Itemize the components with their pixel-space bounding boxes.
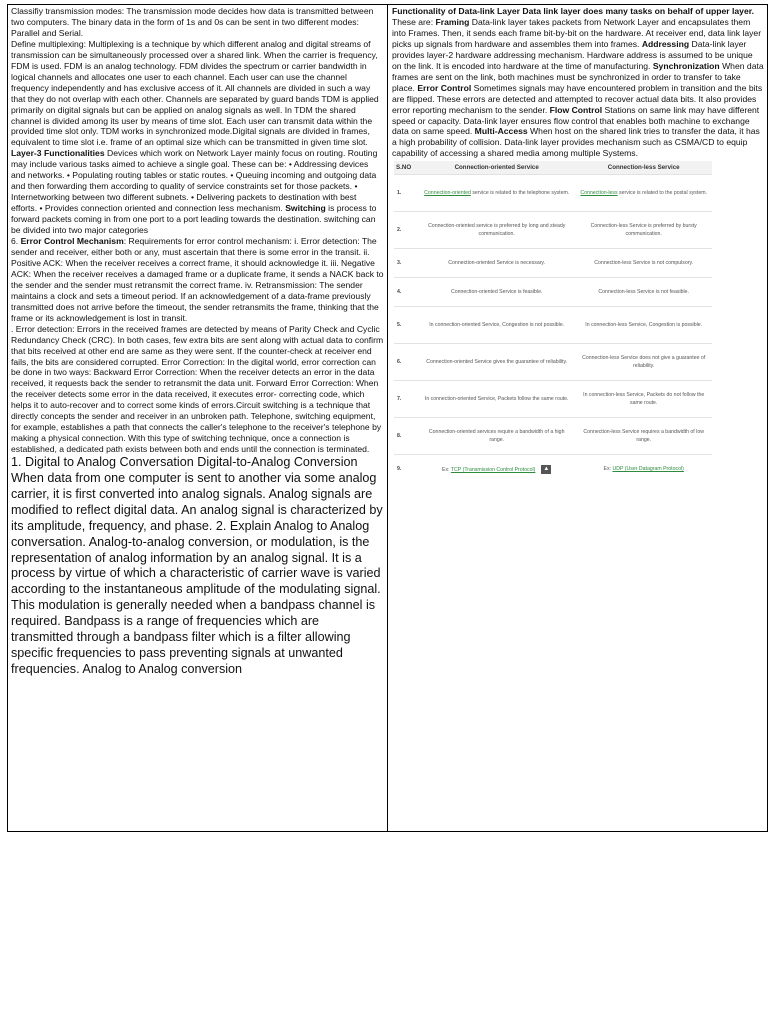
cell-text: In connection-less Service, Packets do not follow the same route.: [583, 392, 705, 407]
scroll-up-icon[interactable]: ▲: [541, 465, 551, 474]
row-number: 2.: [394, 212, 418, 249]
cell-connection-oriented: [418, 175, 575, 212]
cell-text: Connection-oriented Service gives the guarantee of reliability.: [426, 359, 568, 366]
table-row: [394, 249, 712, 278]
bold-term: Addressing: [641, 38, 690, 49]
cell-connection-less: [575, 307, 712, 344]
header-connection-oriented: Connection-oriented Service: [418, 161, 575, 175]
table-row: [394, 344, 712, 381]
cell-link[interactable]: TCP (Transmission Control Protocol): [450, 466, 536, 473]
text-run: Sometimes signals may have encountered problem in transition and the bits are flipped. These errors are detected and attempted to recover actual data bits. It also provides error reporting mechanism to the sender.: [392, 82, 763, 115]
bold-term: Layer-3 Functionalities: [11, 148, 105, 159]
row-number: 5.: [394, 307, 418, 344]
cell-text: Connection-oriented services require a bandwidth of a high range.: [428, 429, 565, 444]
row-number: 3.: [394, 249, 418, 278]
cell-text: Connection-less Service is not feasible.: [598, 289, 689, 296]
cell-link[interactable]: UDP (User Datagram Protocol): [612, 466, 684, 473]
paragraph-error-control: [11, 236, 384, 324]
bold-term: Error Control: [417, 82, 472, 93]
text-run: : Requirements for error control mechanism: i. Error detection: The sender and receiver, either both or any, must ascertain that there is some error in the transit. ii. Positive ACK: When the receiver receives a correct frame, it should acknowledge it. iii. Negative ACK: When the receiver receives a damaged frame or a duplicate frame, it sends a NACK back to the sender and the sender must retransmit the correct frame. iv. Retransmission: The sender maintains a clock and sets a timeout period. If an acknowledgement of a data-frame previously transmitted does not arrive before the timeout, the sender retransmits the frame, thinking that the frame or its acknowledgement is lost in transit.: [11, 236, 384, 323]
cell-connection-oriented: [418, 344, 575, 381]
text-run: Data-link layer takes packets from Network Layer and encapsulates them into Frames. Then, it sends each frame bit-by-bit on the hardware. At receiver end, data link layer picks up signals from hardware and assembles them into frames.: [392, 16, 762, 49]
right-column: [388, 5, 767, 831]
cell-connection-less: [575, 455, 712, 484]
cell-text: service is related to the telephone system.: [470, 190, 570, 197]
bold-term: Error Control Mechanism: [20, 236, 124, 247]
cell-text: Connection-oriented Service is necessary.: [448, 260, 546, 267]
cell-connection-less: [575, 344, 712, 381]
cell-connection-oriented: [418, 455, 575, 484]
bold-term: Framing: [435, 16, 470, 27]
text-run: is process to forward packets coming in from one port to a port leading towards the destination. switching can be divided into two major categories: [11, 203, 377, 236]
bold-term: Flow Control: [549, 104, 603, 115]
paragraph-error-detection: . Error detection: Errors in the received frames are detected by means of Parity Check and Cyclic Redundancy Check (CRC). In both cases, few extra bits are sent along with actual data to confirm that bits received at other end are same as they were sent. If the counter-check at receiver end fails, the bits are considered corrupted. Error Correction: In the digital world, error correction can be done in two ways: Backward Error Correction: When the receiver detects an error in the data received, it requests back the sender to retransmit the data unit. Forward Error Correction: When the receiver detects some error in the data received, it executes error- correcting code, which helps it to auto-recover and to correct some kinds of errors.Circuit switching is a technique that directly concepts the sender and receiver in an unbroken path. Telephone, switching equipment, for example, establishes a path that connects the caller's telephone to the receiver's telephone by making a physical connection. With this type of switching technique, once a connection is established, a dedicated path exists between both and ends until the connection is terminated.: [11, 323, 384, 455]
heading-data-link: Functionality of Data-link Layer Data link layer does many tasks on behalf of upper layer.: [392, 6, 754, 16]
table-row: [394, 418, 712, 455]
cell-connection-oriented: [418, 381, 575, 418]
row-number: 8.: [394, 418, 418, 455]
paragraph-transmission-modes: Classifiy transmission modes: The transmission mode decides how data is transmitted between two computers. The binary data in the form of 1s and 0s can be sent in two different modes: Parallel and Serial.: [11, 6, 374, 38]
cell-connection-less: [575, 175, 712, 212]
cell-text: service is related to the postal system.: [617, 190, 707, 197]
cell-text: Connection-oriented Service is feasible.: [450, 289, 543, 296]
paragraph-layer3: [11, 148, 384, 236]
cell-text: Connection-less Service is preferred by bursty communication.: [590, 223, 697, 238]
cell-text: In connection-oriented Service, Packets follow the same route.: [424, 396, 569, 403]
cell-connection-oriented: [418, 212, 575, 249]
cell-connection-less: [575, 278, 712, 307]
header-sno: S.NO: [394, 161, 418, 175]
text-run: 6.: [11, 236, 21, 247]
text-run: Devices which work on Network Layer mainly focus on routing. Routing may include various tasks aimed to achieve a single goal. These can be: • Addressing devices and networks. • Populating routing tables or static routes. • Queuing incoming and outgoing data and then forwarding them according to quality of service constraints set for those packets. • Internetworking between two different subnets. • Delivering packets to destination with best efforts. • Provides connection oriented and connection less mechanism.: [11, 148, 378, 214]
table-body: [394, 175, 712, 484]
table-row: [394, 455, 712, 484]
cell-link[interactable]: Connection-less: [580, 190, 618, 197]
cell-connection-less: [575, 249, 712, 278]
cell-connection-oriented: [418, 418, 575, 455]
text-run: These are:: [392, 16, 436, 27]
comparison-table: [394, 161, 712, 483]
text-run: When host on the shared link tries to transfer the data, it has a high probability of collision. Data-link layer provides mechanism such as CSMA/CD to equip capability of accessing a shared media among multiple Systems.: [392, 126, 760, 159]
left-column: [8, 5, 388, 831]
table-row: [394, 307, 712, 344]
paragraph-conversion: 1. Digital to Analog Conversation Digital-to-Analog Conversion When data from one computer is sent to another via some analog carrier, it is first converted into analog signals. Analog signals are modified to reflect digital data. An analog signal is characterized by its amplitude, frequency, and phase. 2. Explain Analog to Analog conversation. Analog-to-analog conversion, or modulation, is the representation of analog information by an analog signal. It is a process by virtue of which a characteristic of carrier wave is varied according to the instantaneous amplitude of the modulating signal. This modulation is generally needed when a bandpass channel is required. Bandpass is a range of frequencies which are transmitted through a bandpass filter which is a filter allowing specific frequencies to pass preventing signals at unwanted frequencies. Analog to Analog conversion: [11, 455, 383, 676]
bold-term: Switching: [285, 203, 326, 214]
cell-connection-oriented: [418, 307, 575, 344]
cell-prefix: Ex:: [603, 466, 613, 473]
table-row: [394, 175, 712, 212]
row-number: 6.: [394, 344, 418, 381]
table-header-row: [394, 161, 712, 175]
cell-text: Connection-oriented service is preferred by long and steady communication.: [428, 223, 566, 238]
cell-prefix: Ex:: [442, 466, 451, 473]
text-run: When data frames are sent on the link, both machines must be synchronized in order to transfer to take place.: [392, 60, 764, 93]
table-row: [394, 278, 712, 307]
bold-term: Synchronization: [652, 60, 720, 71]
bold-term: Multi-Access: [474, 126, 528, 137]
text-run: Stations on same link may have different speed or capacity. Data-link layer ensures flow control that enables both machine to exchange data on same speed.: [392, 104, 760, 137]
cell-connection-less: [575, 418, 712, 455]
paragraph-data-link: [392, 6, 764, 159]
cell-connection-less: [575, 381, 712, 418]
cell-connection-oriented: [418, 249, 575, 278]
row-number: 7.: [394, 381, 418, 418]
cell-connection-oriented: [418, 278, 575, 307]
paragraph-multiplexing: Define multiplexing: Multiplexing is a technique by which different analog and digital streams of transmission can be simultaneously processed over a shared link. When the carrier is frequency, FDM is used. FDM is an analog technology. FDM divides the spectrum or carrier bandwidth in logical channels and allocates one user to each channel. Each user can use the channel frequency independently and has exclusive access of it. All channels are divided in such a way that they do not overlap with each other. Channels are separated by guard bands TDM is applied primarily on digital signals but can be applied on analog signals as well. In TDM the shared channel is divided among its user by means of time slot. Each user can transmit data within the provided time slot only. TDM works in synchronized mode.Digital signals are divided in frames, equivalent to time slot i.e. frame of an optimal size which can be transmitted in given time slot.: [11, 38, 379, 148]
row-number: 4.: [394, 278, 418, 307]
cell-text: Connection-less Service is not compulsory.: [594, 260, 694, 267]
row-number: 1.: [394, 175, 418, 212]
cell-text: In connection-less Service, Congestion is possible.: [585, 322, 703, 329]
cell-text: Connection-less Service requires a bandwidth of low range.: [583, 429, 704, 444]
row-number: 9.: [394, 455, 418, 484]
header-connection-less: Connection-less Service: [575, 161, 712, 175]
table-row: [394, 212, 712, 249]
cell-connection-less: [575, 212, 712, 249]
table-row: [394, 381, 712, 418]
text-run: Data-link layer provides layer-2 hardware addressing mechanism. Hardware address is assumed to be unique on the link. It is encoded into hardware at the time of manufacturing.: [392, 38, 753, 71]
cell-text: Connection-less Service does not give a guarantee of reliability.: [582, 355, 706, 370]
cell-text: In connection-oriented Service, Congestion is not possible.: [429, 322, 565, 329]
cell-link[interactable]: Connection-oriented: [424, 190, 471, 197]
document-sheet: [7, 4, 768, 832]
